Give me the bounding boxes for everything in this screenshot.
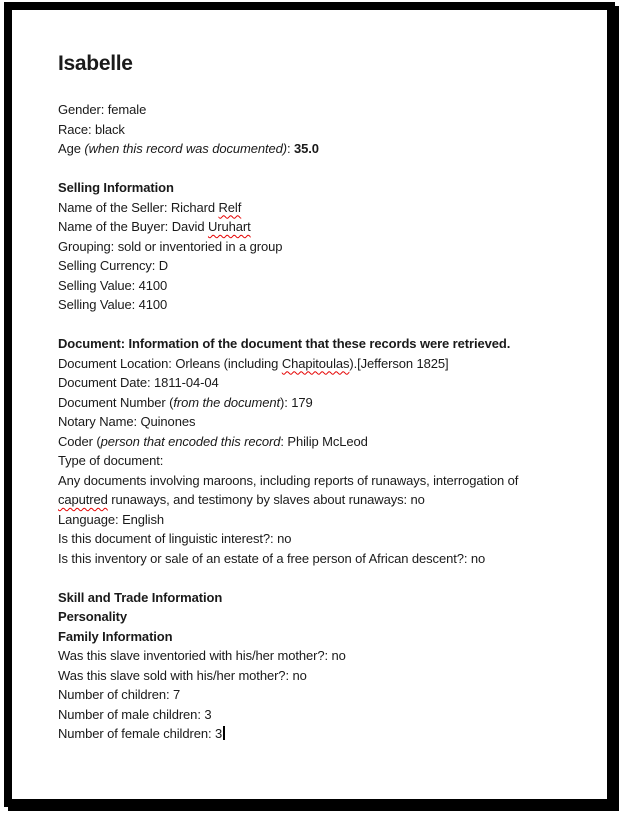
doc-line [58,412,589,432]
doc-line [58,568,589,588]
doc-line [58,451,589,471]
text-cursor [223,726,225,740]
text-run: : Philip McLeod [280,433,368,449]
doc-line [58,139,589,159]
doc-line [58,334,589,354]
text-run: Number of children: 7 [58,687,181,702]
doc-line [58,237,589,257]
text-run: Selling Value: 4100 [58,277,168,293]
document-page[interactable] [12,10,607,744]
doc-line [58,373,589,393]
text-run: Notary Name: Quinones [58,414,196,429]
misspelled-word: Relf [218,199,242,215]
doc-line [58,588,589,608]
misspelled-word: Chapitoulas [281,355,350,371]
text-run: Is this document of linguistic interest?: no [58,531,292,546]
text-run: Name of the Buyer: David [58,219,208,234]
text-run: Grouping: sold or inventoried in a group [58,238,283,254]
text-run: Document Date: 1811-04-04 [58,375,219,390]
record-title: Isabelle [58,52,133,75]
text-run: Race: black [58,121,125,137]
doc-line [58,198,589,218]
doc-line [58,315,589,335]
text-run: Was this slave sold with his/her mother?: no [58,667,307,683]
misspelled-word: caputred [58,492,108,507]
text-run: (when this record was documented) [84,141,287,156]
text-run: Type of document: [58,453,164,468]
doc-line [58,490,589,510]
doc-line [58,471,589,491]
text-run: : [286,141,295,156]
text-run: ): 179 [280,394,313,410]
doc-line [58,178,589,198]
text-run: ).[Jefferson 1825] [349,355,449,371]
doc-line [58,549,589,569]
doc-line [58,724,589,744]
text-run: Skill and Trade Information [58,589,223,605]
doc-line [58,510,589,530]
doc-line [58,256,589,276]
text-run: Age [58,141,85,156]
doc-line [58,295,589,315]
doc-line [58,120,589,140]
text-run: Coder ( [58,433,101,449]
text-run: Personality [58,609,127,624]
text-run: Language: English [58,511,165,527]
text-run: Document Location: Orleans (including [58,355,282,371]
document-page-border [4,2,615,807]
doc-line [58,276,589,296]
text-run: Document Number ( [58,394,174,410]
doc-line [58,159,589,179]
doc-line [58,685,589,705]
text-run: 35.0 [294,141,319,156]
doc-line [58,607,589,627]
text-run: Document: Information of the document that these records were retrieved. [58,336,511,351]
text-run: runaways, and testimony by slaves about runaways: no [107,492,425,507]
text-run: Is this inventory or sale of an estate of a free person of African descent?: no [58,550,486,566]
text-run: person that encoded this record [100,433,281,449]
text-run: Name of the Seller: Richard [58,199,219,215]
doc-line [58,627,589,647]
text-run: Selling Information [58,180,174,195]
text-run: Was this slave inventoried with his/her mother?: no [58,648,346,663]
document-body[interactable] [58,100,589,744]
doc-line [58,217,589,237]
text-run: Number of female children: 3 [58,726,223,741]
text-run: from the document [173,394,281,410]
text-run: Gender: female [58,102,147,117]
doc-line [58,646,589,666]
doc-line [58,529,589,549]
doc-line [58,432,589,452]
text-run: Number of male children: 3 [58,706,212,722]
doc-line [58,100,589,120]
doc-line [58,666,589,686]
doc-line [58,354,589,374]
text-run: Any documents involving maroons, including reports of runaways, interrogation of [58,472,519,488]
misspelled-word: Uruhart [207,219,251,234]
doc-line [58,393,589,413]
doc-line [58,705,589,725]
text-run: Selling Value: 4100 [58,297,168,312]
text-run: Selling Currency: D [58,258,169,273]
text-run: Family Information [58,628,173,644]
